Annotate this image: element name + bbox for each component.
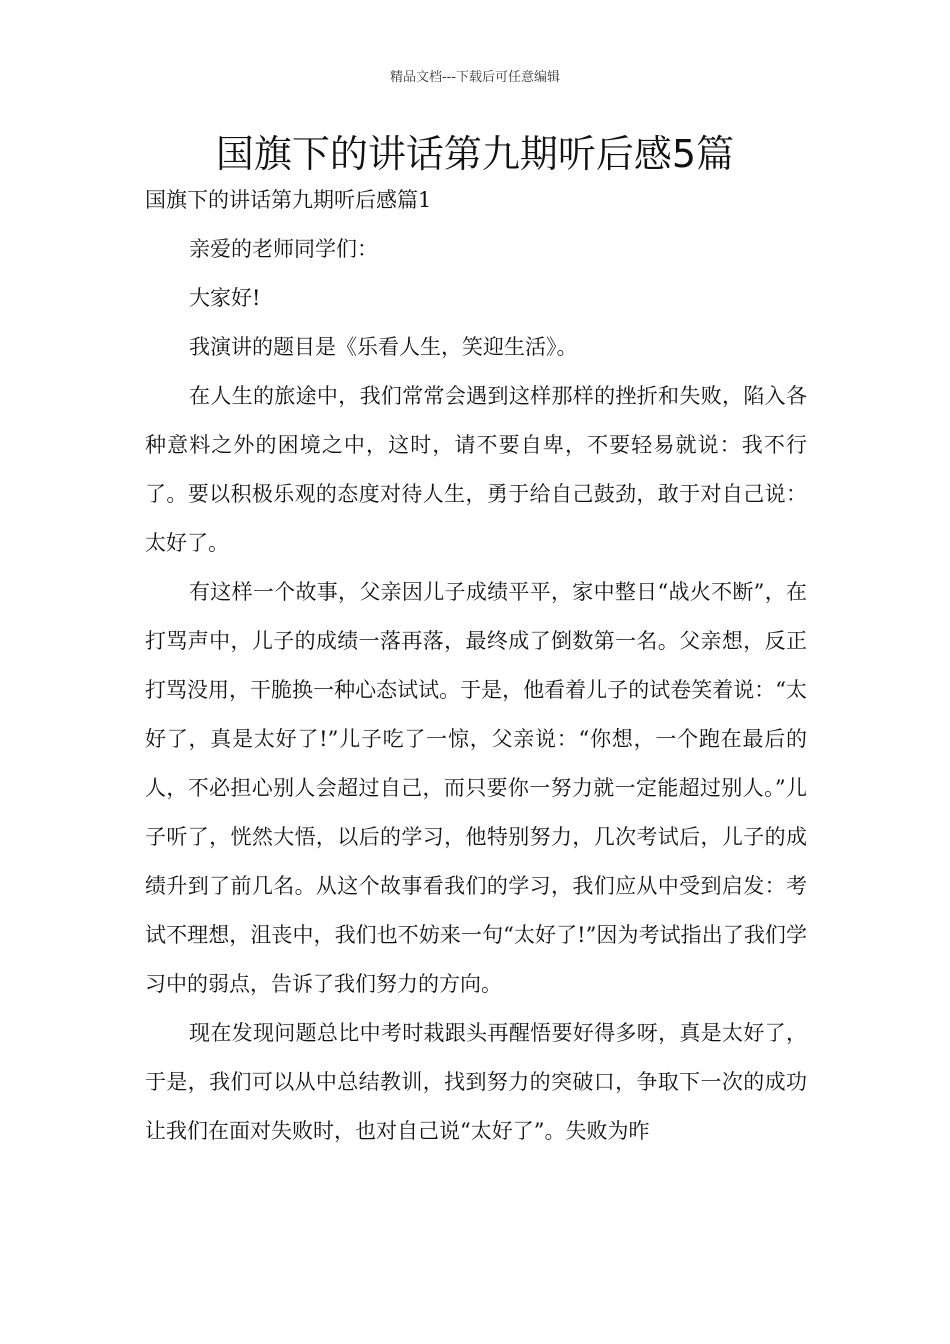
salutation-paragraph: 亲爱的老师同学们： [189,237,378,261]
page-header-note: 精品文档---下载后可任意编辑 [389,70,561,85]
body-paragraph: 在人生的旅途中，我们常常会遇到这样那样的挫折和失败，陷入各种意料之外的困境之中，这时，请不要自卑，不要轻易就说：我不行了。要以积极乐观的态度对待人生，勇于给自己鼓劲，敢于对自己说：太好了。 [145,384,807,555]
section-heading: 国旗下的讲话第九期听后感篇1 [145,188,432,212]
greeting-paragraph: 大家好! [189,286,261,310]
document-body [145,176,807,1156]
document-title: 国旗下的讲话第九期听后感5篇 [215,132,735,176]
conclusion-paragraph: 现在发现问题总比中考时栽跟头再醒悟要好得多呀，真是太好了，于是，我们可以从中总结教训，找到努力的突破口，争取下一次的成功让我们在面对失败时，也对自己说“太好了”。失败为昨 [145,1021,807,1143]
story-paragraph: 有这样一个故事，父亲因儿子成绩平平，家中整日“战火不断”，在打骂声中，儿子的成绩一落再落，最终成了倒数第一名。父亲想，反正打骂没用，干脆换一种心态试试。于是，他看着儿子的试卷笑着说：“太好了，真是太好了!”儿子吃了一惊，父亲说：“你想，一个跑在最后的人，不必担心别人会超过自己，而只要你一努力就一定能超过别人。”儿子听了，恍然大悟，以后的学习，他特别努力，几次考试后，儿子的成绩升到了前几名。从这个故事看我们的学习，我们应从中受到启发：考试不理想，沮丧中，我们也不妨来一句“太好了!”因为考试指出了我们学习中的弱点，告诉了我们努力的方向。 [145,580,807,996]
topic-paragraph: 我演讲的题目是《乐看人生，笑迎生活》。 [189,335,578,359]
